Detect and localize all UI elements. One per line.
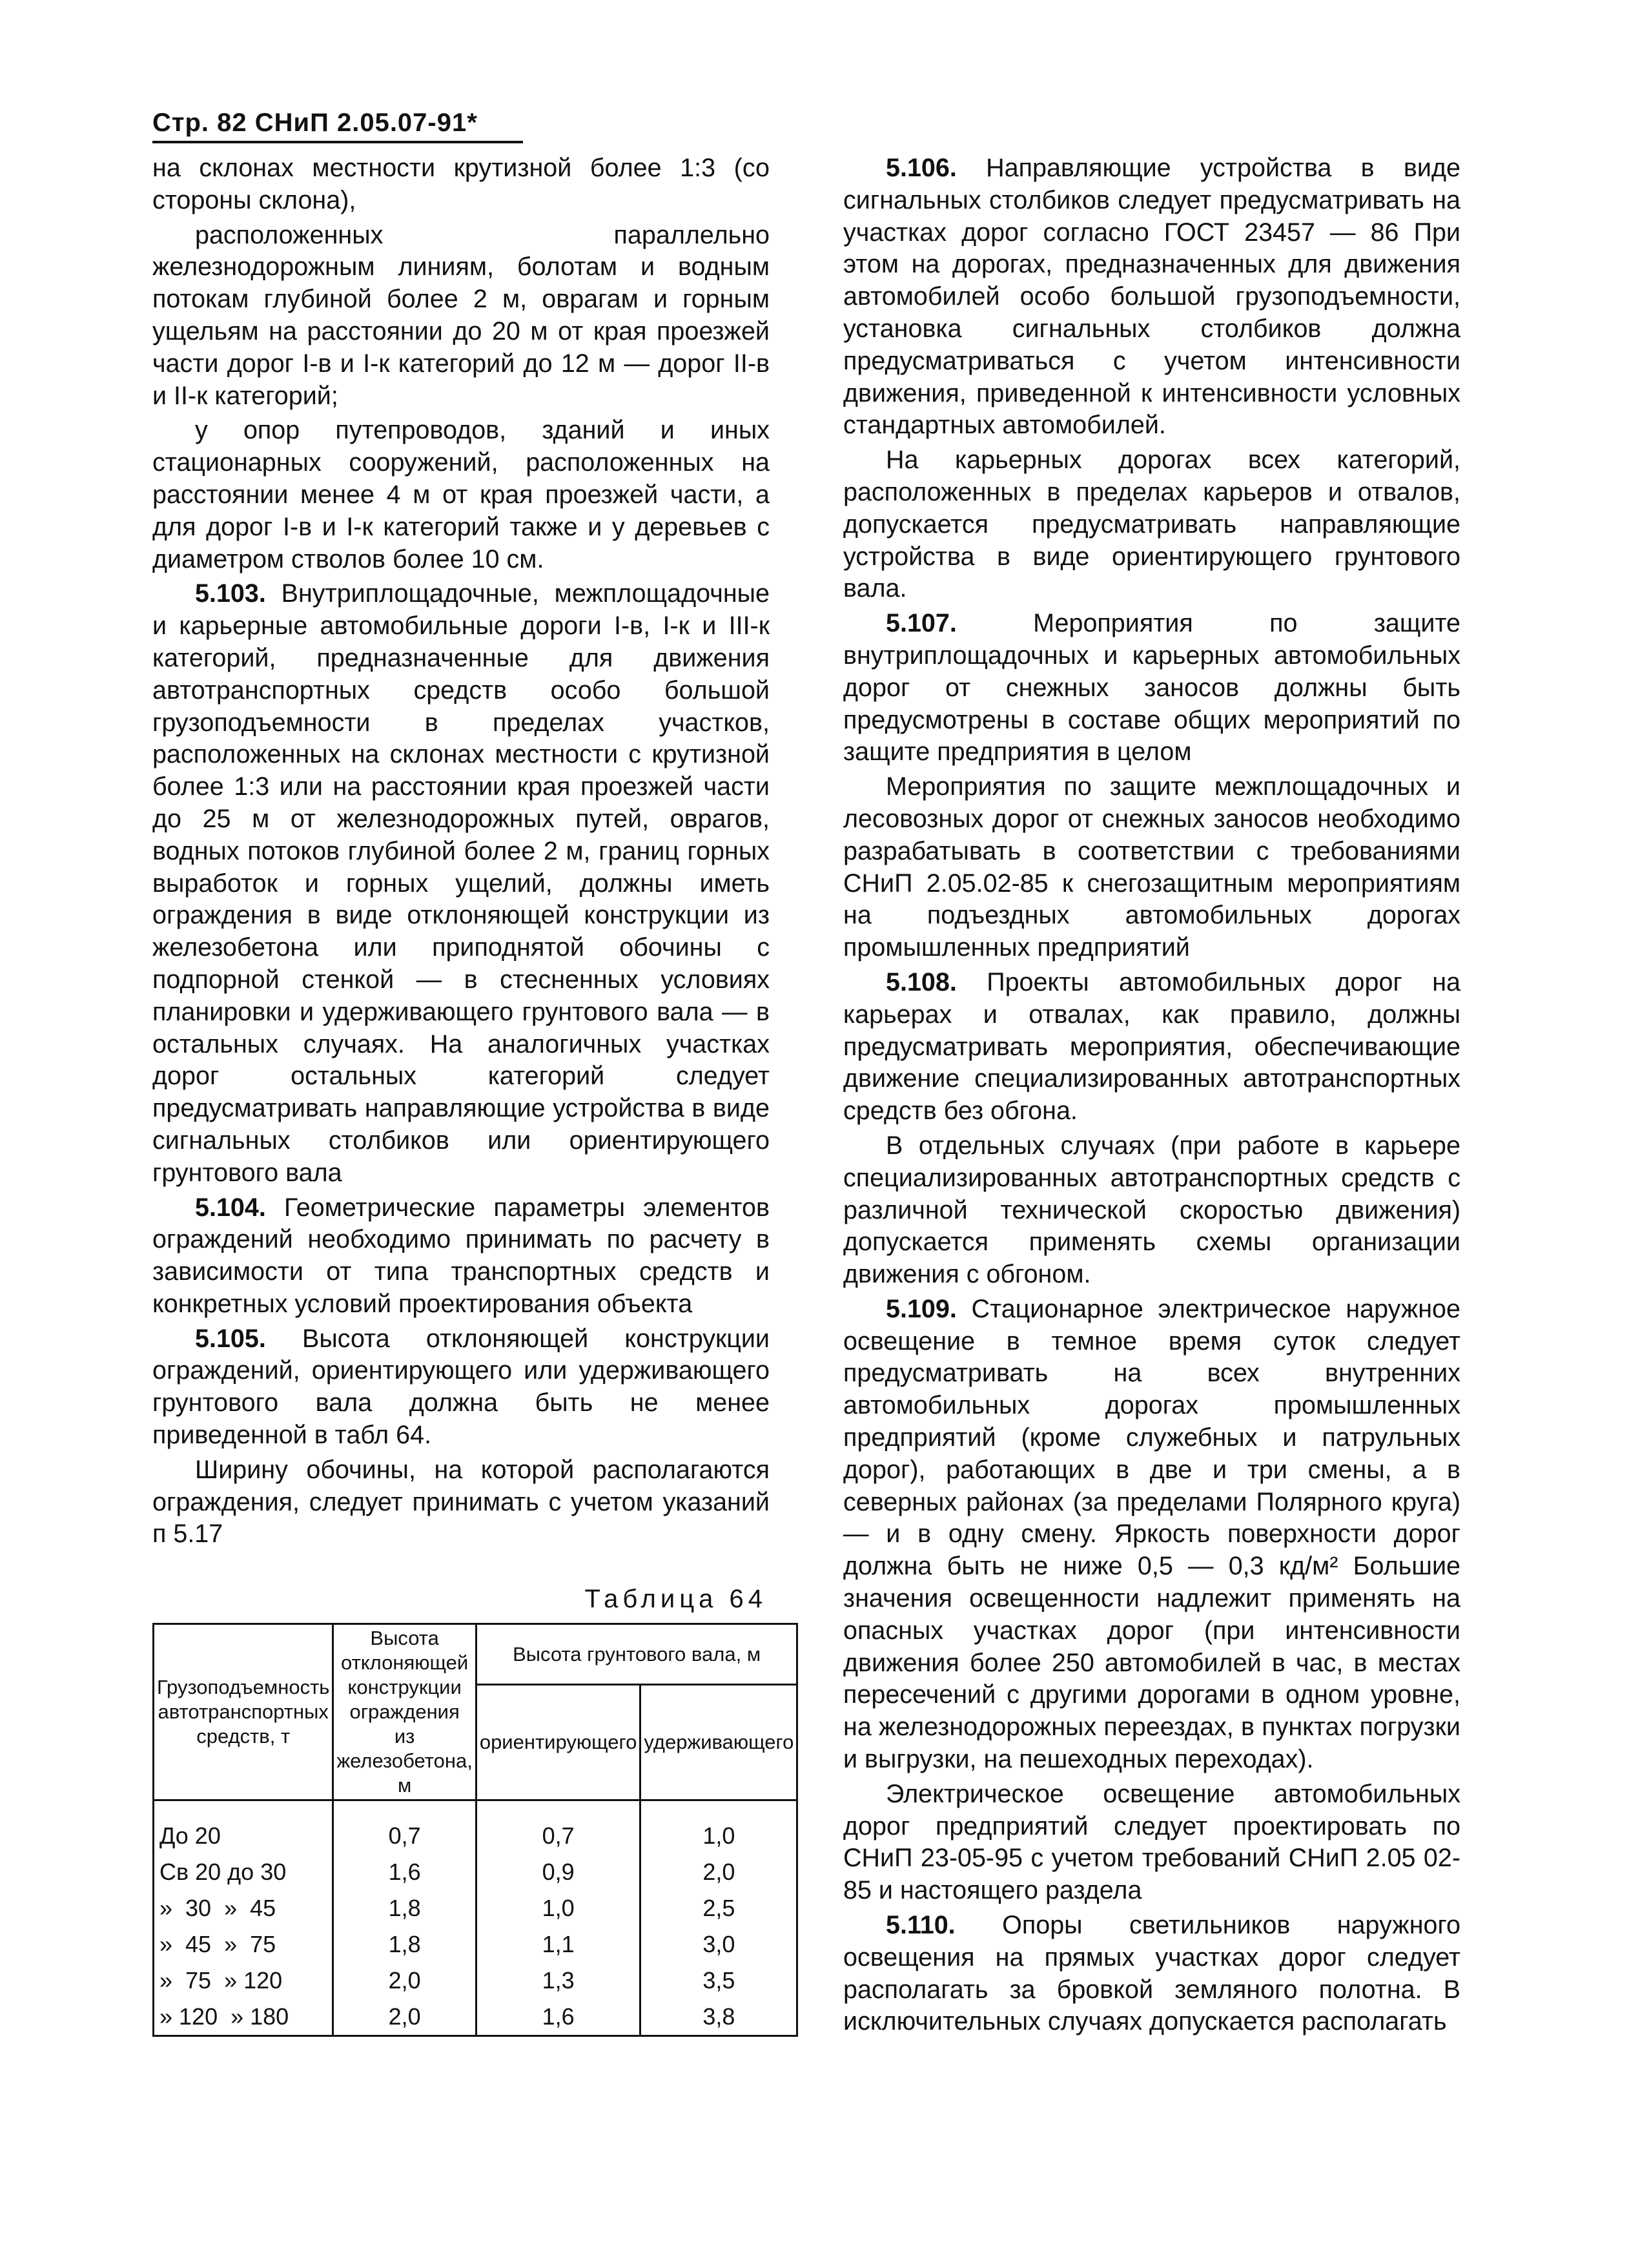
table-row xyxy=(154,1999,797,2036)
paragraph xyxy=(152,578,770,1189)
paragraph-text: Геометрические параметры элементов ограждений необходимо принимать по расчету в зависимости от типа транспортных средств и конкретных условий проектирования объекта xyxy=(152,1193,770,1318)
paragraph-text: Проекты автомобильных дорог на карьерах и отвалах, как правило, должны предусматривать мероприятия, обеспечивающие движение специализированных автотранспортных средств без обгона. xyxy=(843,967,1460,1126)
retaining-height-cell: 2,0 xyxy=(640,1854,797,1890)
paragraph xyxy=(843,771,1460,964)
clause-number: 5.105. xyxy=(195,1324,266,1353)
clause-number: 5.104. xyxy=(195,1193,266,1222)
paragraph xyxy=(152,1323,770,1452)
table-body xyxy=(154,1800,797,2036)
header-capacity: Грузоподъемность автотранспортных средств, т xyxy=(154,1624,333,1800)
left-text-column xyxy=(152,152,770,1551)
retaining-height-cell: 2,5 xyxy=(640,1890,797,1926)
clause-number: 5.106. xyxy=(886,154,957,182)
table-row xyxy=(154,1854,797,1890)
paragraph-text: На карьерных дорогах всех категорий, расположенных в пределах карьеров и отвалов, допускается предусматривать направляющие устройства в виде ориентирующего грунтового вала. xyxy=(843,446,1460,603)
orienting-height-cell: 1,1 xyxy=(476,1926,640,1963)
capacity-cell: » 30 » 45 xyxy=(154,1890,333,1926)
page-header: Стр. 82 СНиП 2.05.07-91* xyxy=(152,108,478,137)
paragraph xyxy=(843,1130,1460,1291)
clause-number: 5.110. xyxy=(886,1911,956,1940)
table-row xyxy=(154,1800,797,1855)
table-row xyxy=(154,1890,797,1926)
paragraph-text: В отдельных случаях (при работе в карьере специализированных автотранспортных средств с различной технической скоростью движения) допускается применять схемы организации движения с обгоном. xyxy=(843,1131,1460,1289)
capacity-cell: » 75 » 120 xyxy=(154,1963,333,1999)
paragraph xyxy=(843,608,1460,768)
clause-number: 5.108. xyxy=(886,967,957,996)
capacity-cell: » 45 » 75 xyxy=(154,1926,333,1963)
clause-number: 5.103. xyxy=(195,579,266,608)
paragraph xyxy=(152,152,770,217)
paragraph-text: Электрическое освещение автомобильных дорог предприятий следует проектировать по СНиП 23-05-95 с учетом требований СНиП 2.05 02-85 и настоящего раздела xyxy=(843,1779,1460,1905)
retaining-height-cell: 3,5 xyxy=(640,1963,797,1999)
paragraph-text: Стационарное электрическое наружное освещение в темное время суток следует предусматривать на всех внутренних автомобильных дорогах промышленных предприятий (кроме служебных и патрульных дорог), работающих в две и три смены, а в северных районах (за пределами Полярного круга) — и в одну смену. Яркость поверхности дорог должна быть не ниже 0,5 — 0,3 кд/м² Большие значения освещенности надлежит применять на опасных участках дорог (при интенсивности движения более 250 автомобилей в час, в местах пересечений с другими дорогами в одном уровне, на железнодорожных переездах, в пунктах погрузки и выгрузки, на пешеходных переходах). xyxy=(843,1294,1460,1774)
paragraph-text: Высота отклоняющей конструкции ограждений, ориентирующего или удерживающего грунтового вала должна быть не менее приведенной в табл 64. xyxy=(152,1324,770,1450)
concrete-height-cell: 1,8 xyxy=(333,1890,476,1926)
retaining-height-cell: 1,0 xyxy=(640,1800,797,1855)
table-row xyxy=(154,1926,797,1963)
clause-number: 5.107. xyxy=(886,609,957,638)
paragraph-text: у опор путепроводов, зданий и иных стационарных сооружений, расположенных на расстоянии менее 4 м от края проезжей части, а для дорог I-в и I-к категорий также и у деревьев с диаметром стволов более 10 см. xyxy=(152,416,770,573)
header-soil-bank-height: Высота грунтового вала, м xyxy=(476,1624,797,1685)
concrete-height-cell: 0,7 xyxy=(333,1800,476,1855)
retaining-height-cell: 3,0 xyxy=(640,1926,797,1963)
capacity-cell: » 120 » 180 xyxy=(154,1999,333,2036)
paragraph xyxy=(152,1192,770,1321)
concrete-height-cell: 1,6 xyxy=(333,1854,476,1890)
paragraph xyxy=(152,220,770,413)
paragraph-text: Внутриплощадочные, межплощадочные и карьерные автомобильные дороги I-в, I-к и III-к категорий, предназначенные для движения автотранспортных средств особо большой грузоподъемности в пределах участков, расположенных на склонах местности с крутизной более 1:3 или на расстоянии края проезжей части до 25 м от железнодорожных путей, оврагов, водных потоков глубиной более 2 м, границ горных выработок и горных ущелий, должны иметь ограждения в виде отклоняющей конструкции из железобетона или приподнятой обочины с подпорной стенкой — в стесненных условиях планировки и удерживающего грунтового вала — в остальных случаях. На аналогичных участках дорог остальных категорий следует предусматривать направляющие устройства в виде сигнальных столбиков или ориентирующего грунтового вала xyxy=(152,579,770,1187)
capacity-cell: Св 20 до 30 xyxy=(154,1854,333,1890)
right-text-column xyxy=(843,152,1460,2038)
paragraph-text: Опоры светильников наружного освещения на прямых участках дорог следует располагать за бровкой земляного полотна. В исключительных случаях допускается располагать xyxy=(843,1911,1460,2036)
concrete-height-cell: 1,8 xyxy=(333,1926,476,1963)
paragraph xyxy=(843,1778,1460,1907)
paragraph-text: Мероприятия по защите межплощадочных и лесовозных дорог от снежных заносов необходимо разрабатывать в соответствии с требованиями СНиП 2.05.02-85 к снегозащитным мероприятиям на подъездных автомобильных дорогах промышленных предприятий xyxy=(843,772,1460,962)
paragraph xyxy=(152,1454,770,1551)
header-rule xyxy=(152,141,523,143)
orienting-height-cell: 1,0 xyxy=(476,1890,640,1926)
concrete-height-cell: 2,0 xyxy=(333,1999,476,2036)
paragraph-text: Ширину обочины, на которой располагаются ограждения, следует принимать с учетом указаний п 5.17 xyxy=(152,1455,770,1549)
orienting-height-cell: 1,6 xyxy=(476,1999,640,2036)
paragraph xyxy=(152,415,770,575)
paragraph xyxy=(843,152,1460,442)
header-concrete-height: Высота отклоняющей конструкции ограждения из железобетона, м xyxy=(333,1624,476,1800)
paragraph xyxy=(843,1910,1460,2038)
table-64 xyxy=(152,1623,798,2037)
concrete-height-cell: 2,0 xyxy=(333,1963,476,1999)
header-orienting: ориентирующего xyxy=(476,1685,640,1800)
capacity-cell: До 20 xyxy=(154,1800,333,1855)
paragraph-text: расположенных параллельно железнодорожным линиям, болотам и водным потокам глубиной более 2 м, оврагам и горным ущельям на расстоянии до 20 м от края проезжей части дорог I-в и I-к категорий до 12 м — дорог II-в и II-к категорий; xyxy=(152,220,770,410)
header-retaining: удерживающего xyxy=(640,1685,797,1800)
paragraph xyxy=(843,1294,1460,1776)
orienting-height-cell: 0,9 xyxy=(476,1854,640,1890)
paragraph-text: Направляющие устройства в виде сигнальных столбиков следует предусматривать на участках дорог согласно ГОСТ 23457 — 86 При этом на дорогах, предназначенных для движения автомобилей особо большой грузоподъемности, установка сигнальных столбиков должна предусматриваться с учетом интенсивности движения, приведенной к интенсивности условных стандартных автомобилей. xyxy=(843,154,1460,440)
paragraph-text: на склонах местности крутизной более 1:3 (со стороны склона), xyxy=(152,154,770,214)
table-title: Таблица 64 xyxy=(584,1585,767,1613)
table-row xyxy=(154,1963,797,1999)
paragraph-text: Мероприятия по защите внутриплощадочных и карьерных автомобильных дорог от снежных заносов должны быть предусмотрены в составе общих мероприятий по защите предприятия в целом xyxy=(843,609,1461,767)
orienting-height-cell: 1,3 xyxy=(476,1963,640,1999)
clause-number: 5.109. xyxy=(886,1294,957,1323)
paragraph xyxy=(843,967,1460,1128)
orienting-height-cell: 0,7 xyxy=(476,1800,640,1855)
retaining-height-cell: 3,8 xyxy=(640,1999,797,2036)
paragraph xyxy=(843,444,1460,605)
